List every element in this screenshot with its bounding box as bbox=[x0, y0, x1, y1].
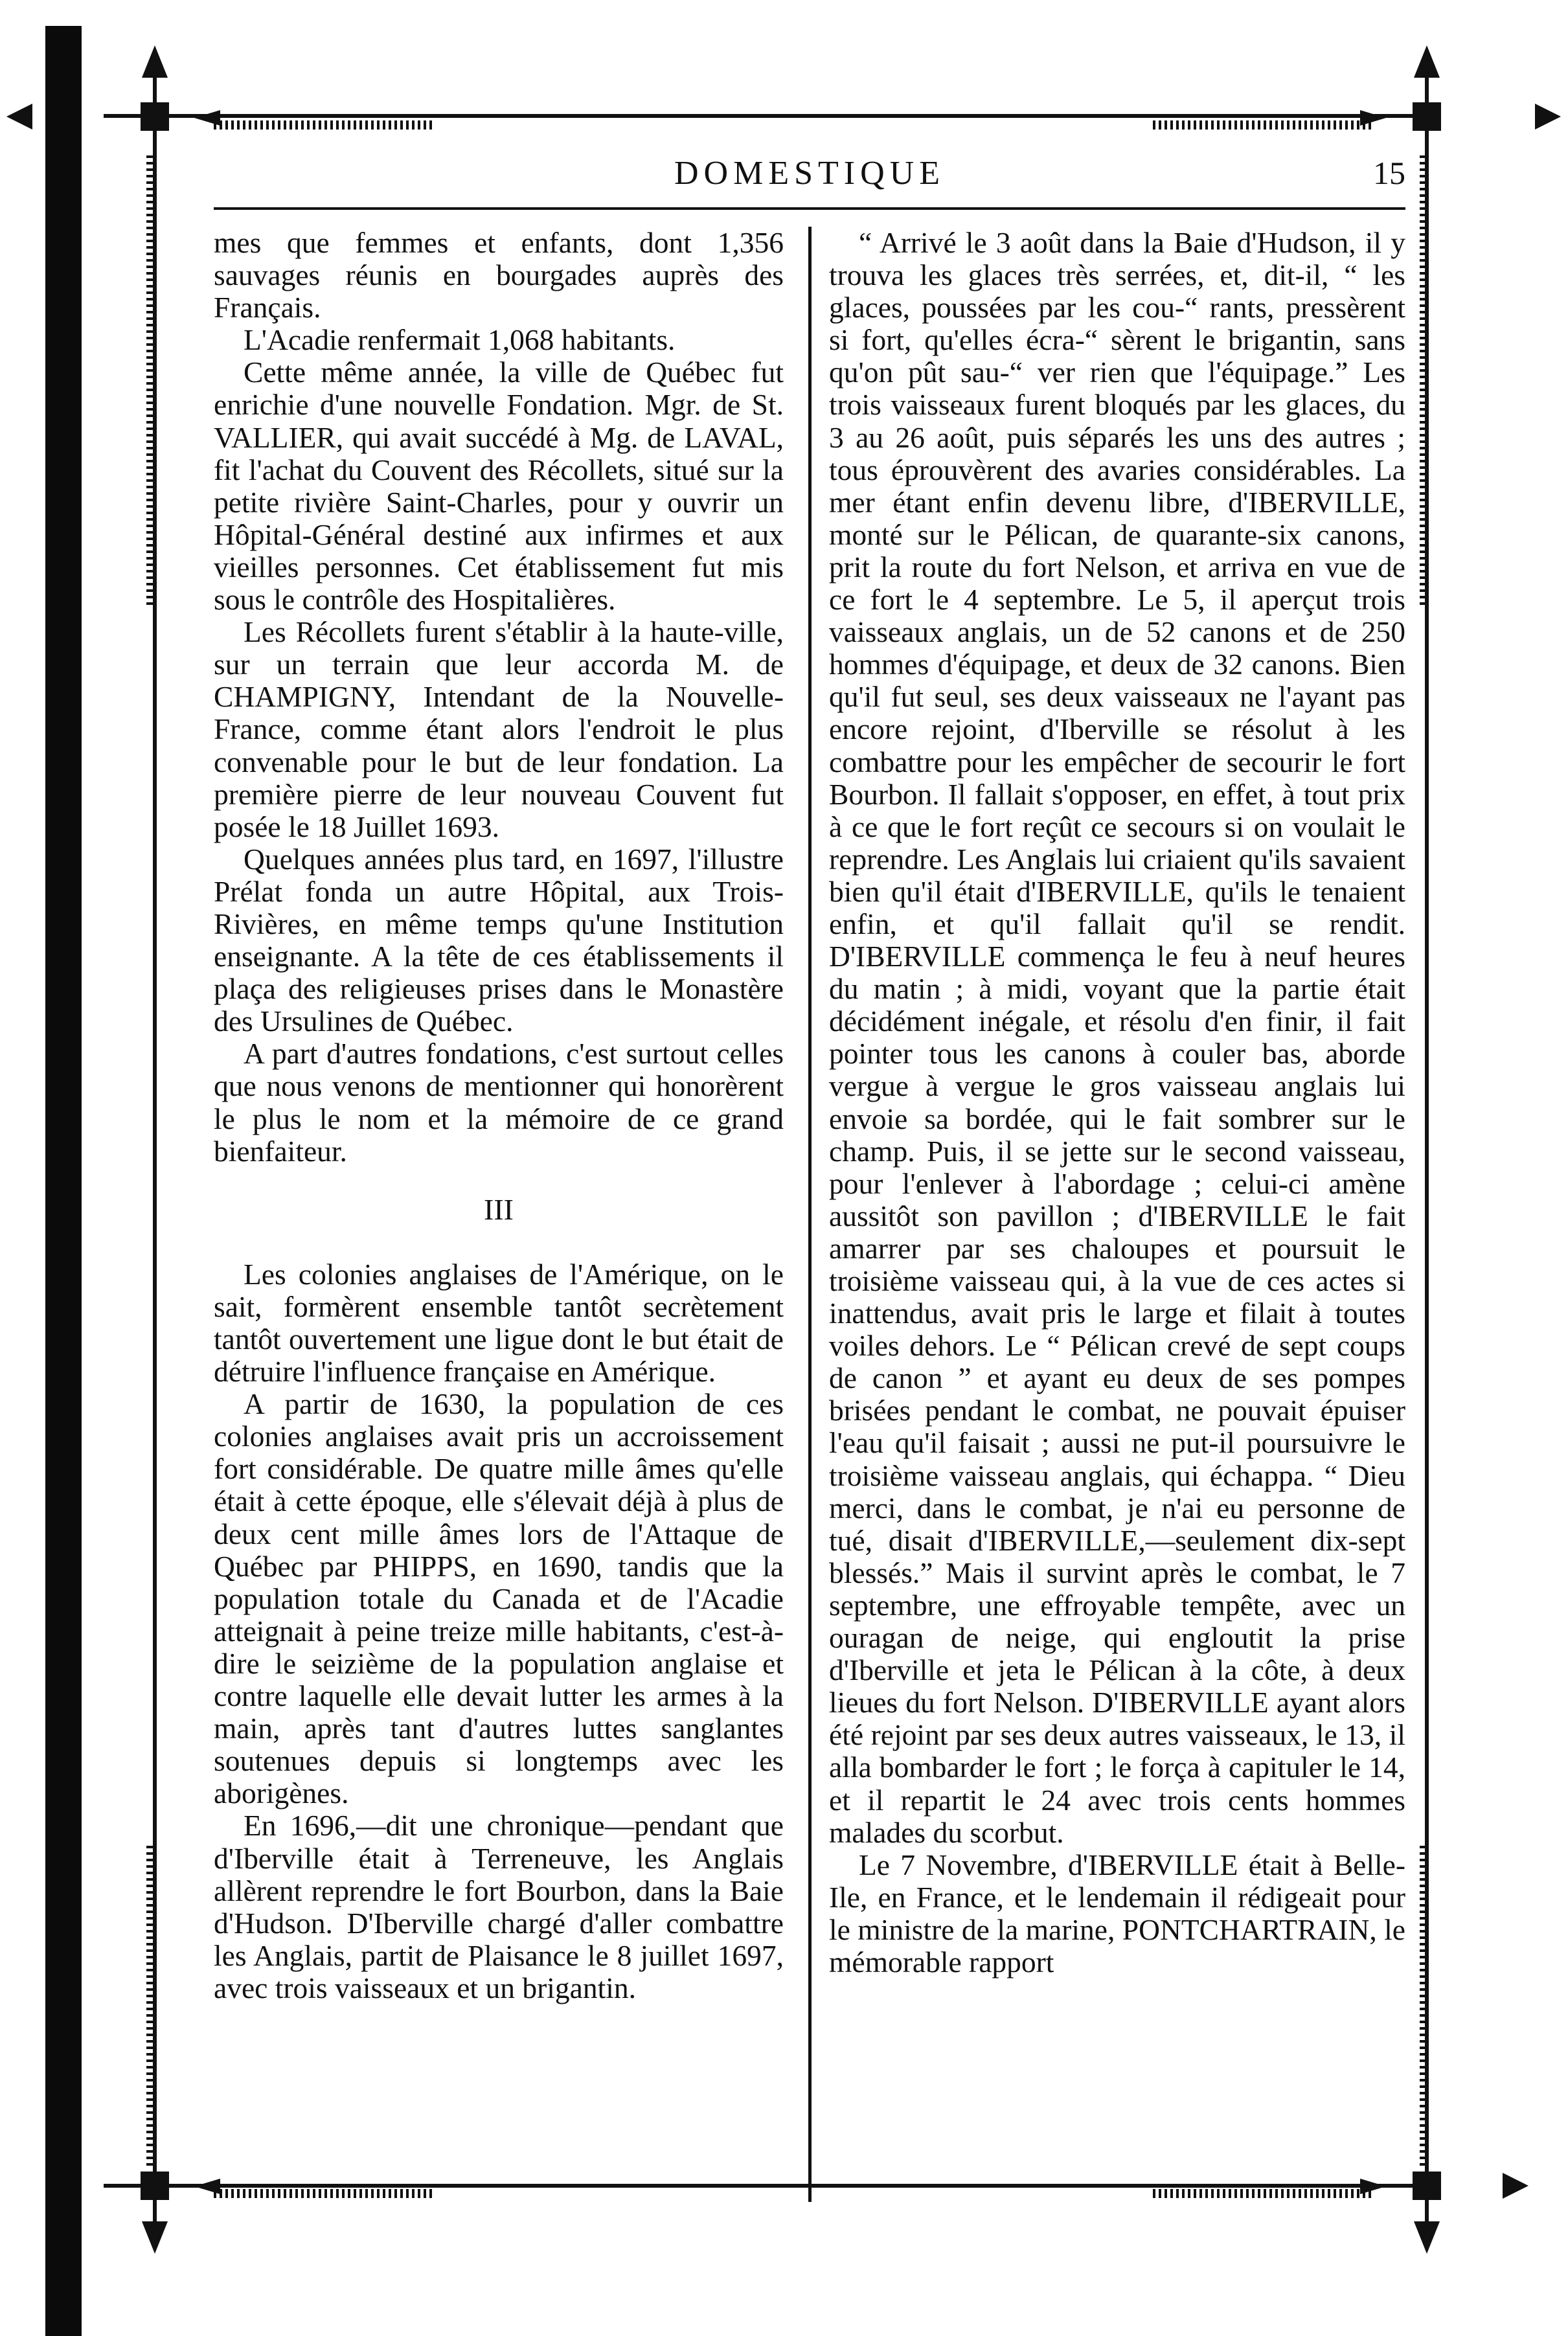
arrow-left-top-icon bbox=[6, 104, 32, 130]
arrow-down-right-icon bbox=[1414, 2221, 1440, 2254]
arrow-inner-bottom-left-icon bbox=[194, 2179, 220, 2194]
page-number: 15 bbox=[1373, 155, 1405, 191]
arrow-inner-top-left-icon bbox=[194, 110, 220, 126]
arrow-down-left-icon bbox=[142, 2221, 168, 2254]
paragraph: Les colonies anglaises de l'Amérique, on le sait, formèrent ensemble tantôt secrètement tantôt ouvertement une ligue dont le but était de détruire l'influence française en Amérique. bbox=[214, 1257, 784, 1389]
paragraph: mes que femmes et enfants, dont 1,356 sauvages réunis en bourgades auprès des Français. bbox=[214, 226, 784, 324]
section-heading: III bbox=[484, 1192, 514, 1226]
paragraph: A part d'autres fondations, c'est surtout celles que nous venons de mentionner qui honorèrent le plus le nom et la mémoire de ce grand bienfaiteur. bbox=[214, 1037, 784, 1168]
arrow-right-top-icon bbox=[1535, 104, 1561, 130]
paragraph: L'Acadie renfermait 1,068 habitants. bbox=[244, 323, 676, 357]
arrow-inner-top-right-icon bbox=[1360, 110, 1386, 126]
column-divider bbox=[808, 227, 812, 2202]
paragraph: Cette même année, la ville de Québec fut enrichie d'une nouvelle Fondation. Mgr. de St. VALLIER, qui avait succédé à Mg. de LAVAL, fit l'achat du Couvent des Récollets, situé sur la petite rivière Saint-Charles, pour y ouvrir un Hôpital-Général destiné aux infirmes et aux vieilles personnes. Cet établissement fut mis sous le contrôle des Hospitalières. bbox=[214, 356, 784, 617]
running-header bbox=[214, 154, 1405, 199]
paragraph: Le 7 Novembre, d'IBERVILLE était à Belle-Ile, en France, et le lendemain il rédigeait pour le ministre de la marine, PONTCHARTRAIN, le mémorable rapport bbox=[829, 1848, 1405, 1979]
arrow-up-right-icon bbox=[1414, 45, 1440, 78]
running-title: DOMESTIQUE bbox=[674, 155, 945, 192]
paragraph: En 1696,—dit une chronique—pendant que d'Iberville était à Terreneuve, les Anglais allèrent reprendre le fort Bourbon, dans la Baie d'Hudson. D'Iberville chargé d'aller combattre les Anglais, partit de Plaisance le 8 juillet 1697, avec trois vaisseaux et un brigantin. bbox=[214, 1809, 784, 2004]
paragraph: Quelques années plus tard, en 1697, l'illustre Prélat fonda un autre Hôpital, aux Trois-Rivières, en même temps qu'une Institution enseignante. A la tête de ces établissements il plaça des religieuses prises dans le Monastère des Ursulines de Québec. bbox=[214, 842, 784, 1038]
paragraph: A partir de 1630, la population de ces colonies anglaises avait pris un accroissement fort considérable. De quatre mille âmes qu'elle était à cette époque, elle s'élevait déjà à plus de deux cent mille âmes lors de l'Attaque de Québec par PHIPPS, en 1690, tandis que la population totale du Canada et de l'Acadie atteignait à peine treize mille habitants, c'est-à-dire le seizième de la population anglaise et contre laquelle elle devait lutter les armes à la main, après tant d'autres luttes sanglantes soutenues depuis si longtemps avec les aborigènes. bbox=[214, 1387, 784, 1810]
arrow-up-left-icon bbox=[142, 45, 168, 78]
arrow-inner-bottom-right-icon bbox=[1360, 2179, 1386, 2194]
arrow-right-bottom-icon bbox=[1503, 2173, 1528, 2199]
left-column bbox=[214, 227, 784, 2004]
right-column bbox=[829, 227, 1405, 1979]
paragraph: Les Récollets furent s'établir à la haute-ville, sur un terrain que leur accorda M. de CHAMPIGNY, Intendant de la Nouvelle-France, comme étant alors l'endroit le plus convenable pour le but de leur fondation. La première pierre de leur nouveau Couvent fut posée le 18 Juillet 1693. bbox=[214, 615, 784, 843]
paragraph: “ Arrivé le 3 août dans la Baie d'Hudson, il y trouva les glaces très serrées, et, dit-il, “ les glaces, poussées par les cou-“ rants, pressèrent si fort, qu'elles écra-“ sèrent le brigantin, sans qu'on pût sau-“ ver rien que l'équipage.” Les trois vaisseaux furent bloqués par les glaces, du 3 au 26 août, puis séparés les uns des autres ; tous éprouvèrent des avaries considérables. La mer étant enfin devenu libre, d'IBERVILLE, monté sur le Pélican, de quarante-six canons, prit la route du fort Nelson, et arriva en vue de ce fort le 4 septembre. Le 5, il aperçut trois vaisseaux anglais, un de 52 canons et de 250 hommes d'équipage, et deux de 32 canons. Bien qu'il fut seul, ses deux vaisseaux ne l'ayant pas encore rejoint, d'Iberville se résolut à les combattre pour les empêcher de secourir le fort Bourbon. Il fallait s'opposer, en effet, à tout prix à ce que le fort reçût ce secours si on voulait le reprendre. Les Anglais lui criaient qu'ils savaient bien qu'il était d'IBERVILLE, qu'ils le tenaient enfin, et qu'il fallait qu'il se rendit. D'IBERVILLE commença le feu à neuf heures du matin ; à midi, voyant que la partie était décidément inégale, et résolu d'en finir, il fait pointer tous les canons à couler bas, aborde vergue à vergue le gros vaisseau anglais lui envoie sa bordée, qui le fait sombrer sur le champ. Puis, il se jette sur le second vaisseau, pour l'enlever à l'abordage ; celui-ci amène aussitôt son pavillon ; d'IBERVILLE le fait amarrer par ses chaloupes et poursuit le troisième vaisseau qui, à la vue de ces actes si inattendus, avait pris le large et filait à toutes voiles dehors. Le “ Pélican crevé de sept coups de canon ” et ayant eu deux de ses pompes brisées pendant le combat, ne pouvait épuiser l'eau qu'il faisait ; aussi ne put-il poursuivre le troisième vaisseau anglais, qui échappa. “ Dieu merci, dans le combat, je n'ai eu personne de tué, disait d'IBERVILLE,—seulement dix-sept blessés.” Mais il survint après le combat, le 7 septembre, une effroyable tempête, avec un ouragan de neige, qui engloutit la prise d'Iberville et jeta le Pélican à la côte, à deux lieues du fort Nelson. D'IBERVILLE ayant alors été rejoint par ses deux autres vaisseaux, le 13, il alla bombarder le fort ; le força à capituler le 14, et il repartit le 24 avec trois cents hommes malades du scorbut. bbox=[829, 226, 1405, 1849]
header-rule bbox=[214, 207, 1405, 210]
